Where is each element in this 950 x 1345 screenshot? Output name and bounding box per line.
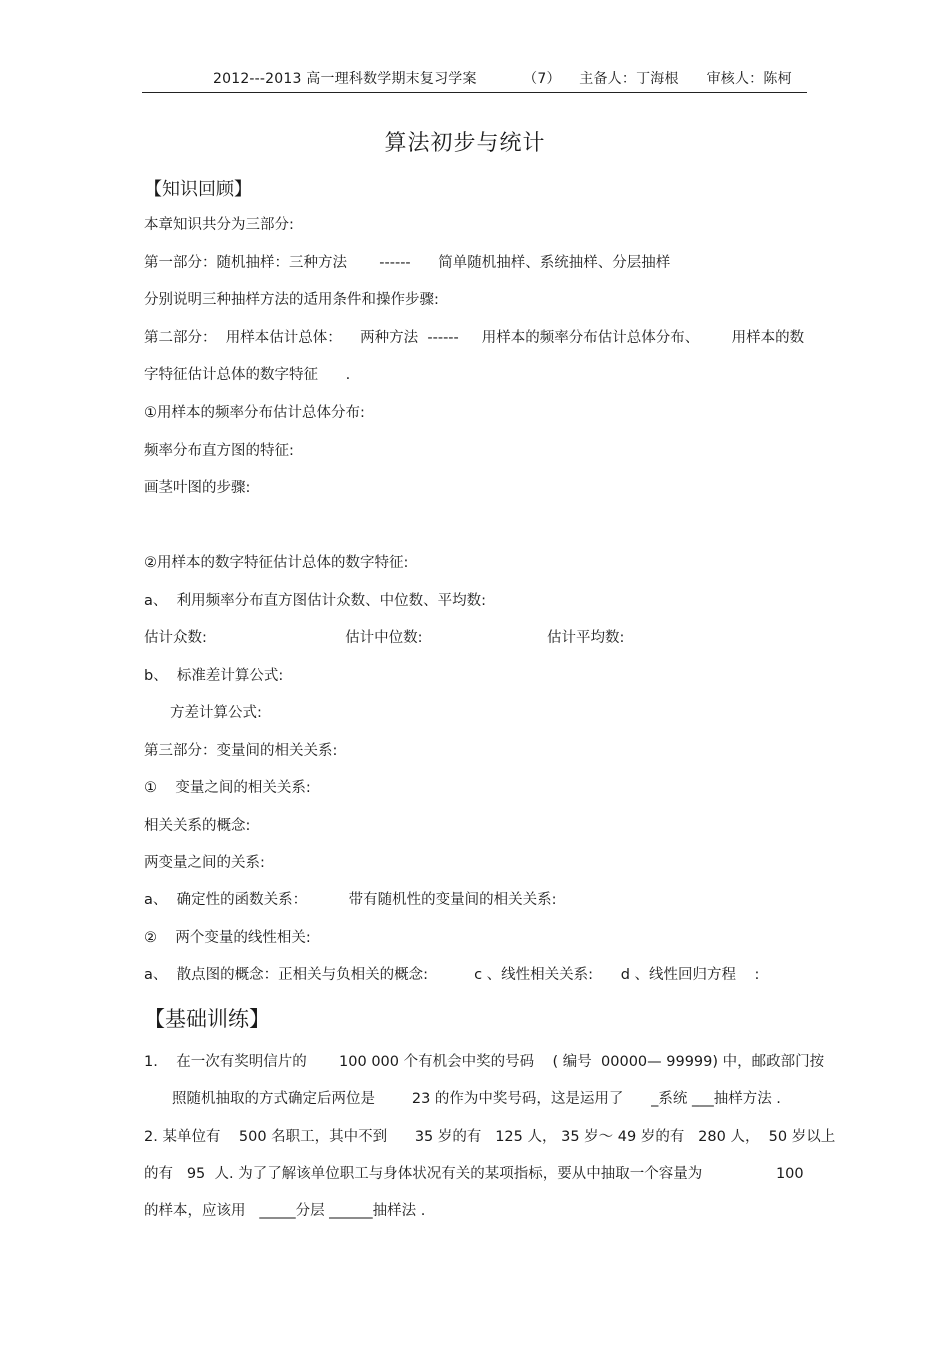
review-line: ② 两个变量的线性相关:: [144, 930, 311, 946]
review-line: 方差计算公式:: [170, 705, 262, 721]
practice-heading: 【基础训练】: [144, 1007, 270, 1031]
page-header: 2012---2013 高一理科数学期末复习学案 （7） 主备人：丁海根 审核人：陈柯: [213, 71, 792, 87]
review-line: 第一部分：随机抽样：三种方法 ------ 简单随机抽样、系统抽样、分层抽样: [144, 255, 671, 271]
review-line: ②用样本的数字特征估计总体的数字特征:: [144, 555, 409, 571]
review-line: 本章知识共分为三部分:: [144, 217, 294, 233]
review-line: 分别说明三种抽样方法的适用条件和操作步骤:: [144, 292, 439, 308]
exercise-line: 的样本，应该用 _____分层 ______抽样法 .: [144, 1203, 426, 1219]
review-line: 两变量之间的关系:: [144, 855, 265, 871]
review-line: 第三部分：变量间的相关关系:: [144, 743, 338, 759]
header-divider: [142, 92, 807, 93]
review-line: 估计众数: 估计中位数: 估计平均数:: [144, 630, 625, 646]
review-line: 画茎叶图的步骤:: [144, 480, 251, 496]
review-line: 字特征估计总体的数字特征 .: [144, 367, 351, 383]
exercise-line: 2. 某单位有 500 名职工，其中不到 35 岁的有 125 人， 35 岁～ 49 岁的有 280 人， 50 岁以上: [144, 1129, 836, 1145]
review-line: 相关关系的概念:: [144, 818, 251, 834]
review-line: a、 散点图的概念：正相关与负相关的概念: c 、线性相关关系: d 、线性回归方程 :: [144, 967, 760, 983]
review-line: ①用样本的频率分布估计总体分布:: [144, 405, 365, 421]
exercise-line: 1. 在一次有奖明信片的 100 000 个有机会中奖的号码 ( 编号 00000— 99999) 中，邮政部门按: [144, 1054, 825, 1070]
exercise-line: 的有 95 人. 为了了解该单位职工与身体状况有关的某项指标，要从中抽取一个容量为 100: [144, 1166, 804, 1182]
review-line: 频率分布直方图的特征:: [144, 443, 294, 459]
review-line: a、 确定性的函数关系： 带有随机性的变量间的相关关系:: [144, 892, 557, 908]
review-line: 第二部分： 用样本估计总体： 两种方法 ------ 用样本的频率分布估计总体分布、 用样本的数: [144, 330, 805, 346]
exercise-line: 照随机抽取的方式确定后两位是 23 的作为中奖号码，这是运用了 _系统 ___抽样方法 .: [172, 1091, 781, 1107]
review-line: b、 标准差计算公式:: [144, 668, 284, 684]
review-line: ① 变量之间的相关关系:: [144, 780, 311, 796]
document-title: 算法初步与统计: [384, 131, 546, 156]
review-heading: 【知识回顾】: [144, 179, 252, 200]
review-line: a、 利用频率分布直方图估计众数、中位数、平均数:: [144, 593, 486, 609]
